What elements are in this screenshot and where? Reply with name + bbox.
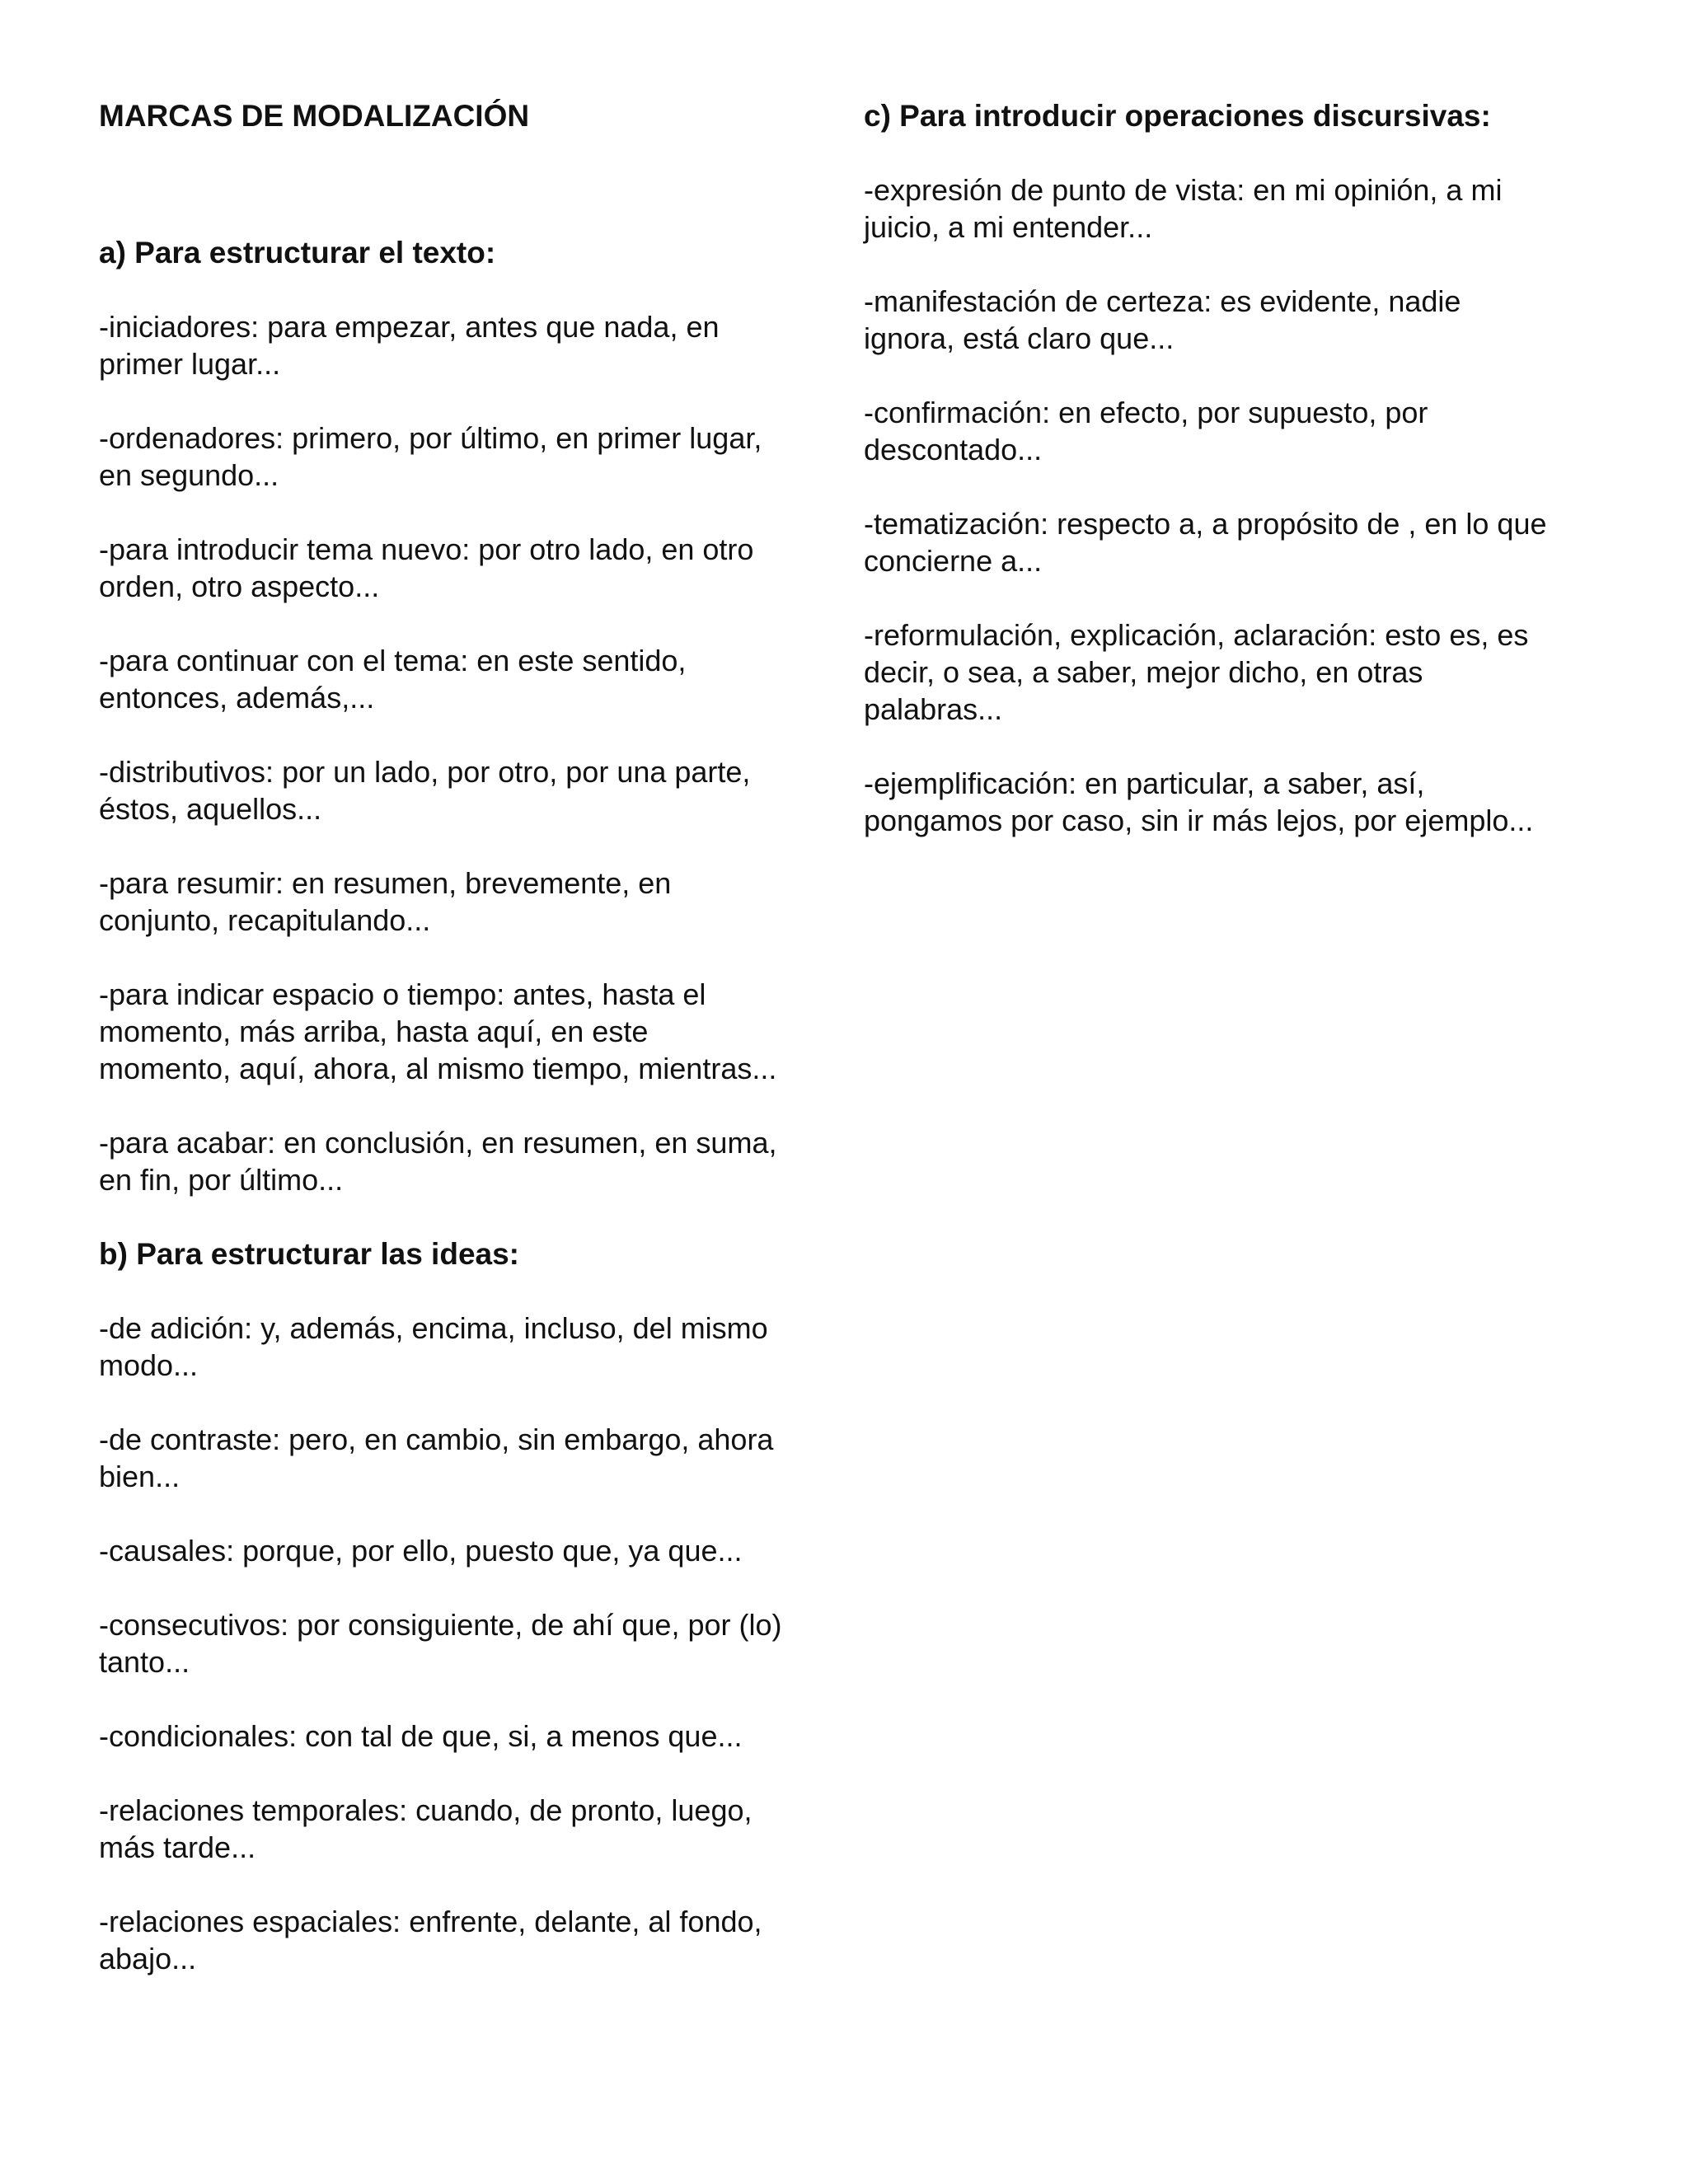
section-a-item: -para acabar: en conclusión, en resumen, en suma, en fin, por último...: [99, 1126, 777, 1197]
section-a-heading: a) Para estructurar el texto:: [99, 236, 496, 269]
section-c-item: -reformulación, explicación, aclaración: esto es, es decir, o sea, a saber, mejor dicho, en otras palabras...: [864, 618, 1529, 726]
section-c-item: -manifestación de certeza: es evidente, nadie ignora, está claro que...: [864, 284, 1461, 355]
section-a-item: -para resumir: en resumen, brevemente, en conjunto, recapitulando...: [99, 866, 672, 937]
section-b-item: -causales: porque, por ello, puesto que, ya que...: [99, 1534, 743, 1568]
section-b-item: -relaciones espaciales: enfrente, delante, al fondo, abajo...: [99, 1905, 762, 1975]
section-b-item: -de adición: y, además, encima, incluso, del mismo modo...: [99, 1311, 768, 1382]
section-c-item: -tematización: respecto a, a propósito de , en lo que concierne a...: [864, 507, 1547, 578]
document-title: MARCAS DE MODALIZACIÓN: [99, 99, 530, 133]
section-a-item: -para continuar con el tema: en este sentido, entonces, además,...: [99, 644, 687, 715]
right-column: [864, 97, 1548, 839]
section-a-item: -iniciadores: para empezar, antes que nada, en primer lugar...: [99, 310, 720, 381]
section-c: [864, 97, 1548, 839]
section-b-item: -condicionales: con tal de que, si, a menos que...: [99, 1719, 743, 1753]
section-b: [99, 1235, 783, 1977]
section-c-item: -confirmación: en efecto, por supuesto, por descontado...: [864, 396, 1428, 466]
section-a-item: -distributivos: por un lado, por otro, por una parte, éstos, aquellos...: [99, 755, 751, 826]
section-b-item: -consecutivos: por consiguiente, de ahí que, por (lo) tanto...: [99, 1608, 782, 1679]
section-a-item: -ordenadores: primero, por último, en primer lugar, en segundo...: [99, 421, 762, 492]
section-b-heading: b) Para estructurar las ideas:: [99, 1237, 519, 1271]
section-c-item: -ejemplificación: en particular, a saber, así, pongamos por caso, sin ir más lejos, por ejemplo...: [864, 766, 1534, 837]
section-c-heading: c) Para introducir operaciones discursivas:: [864, 99, 1491, 133]
section-b-item: -relaciones temporales: cuando, de pronto, luego, más tarde...: [99, 1793, 753, 1864]
left-column: [99, 97, 783, 1977]
section-a: [99, 234, 783, 1198]
section-c-item: -expresión de punto de vista: en mi opinión, a mi juicio, a mi entender...: [864, 173, 1503, 244]
section-a-item: -para indicar espacio o tiempo: antes, hasta el momento, más arriba, hasta aquí, en este momento, aquí, ahora, al mismo tiempo, mientras...: [99, 977, 777, 1085]
section-a-item: -para introducir tema nuevo: por otro lado, en otro orden, otro aspecto...: [99, 532, 754, 603]
section-b-item: -de contraste: pero, en cambio, sin embargo, ahora bien...: [99, 1422, 774, 1493]
